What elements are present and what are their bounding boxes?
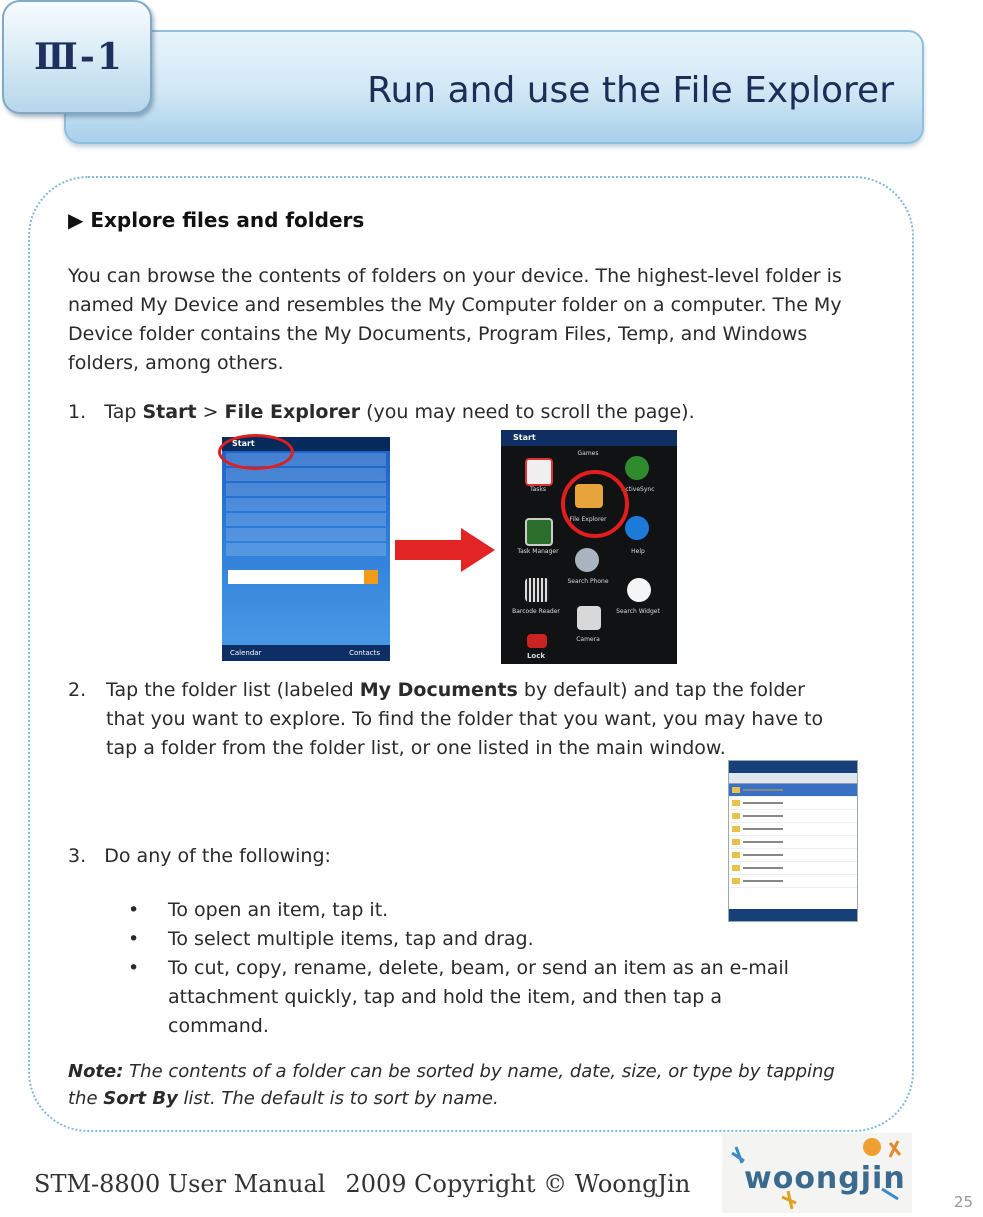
list-item xyxy=(729,849,857,862)
softkey-left: Calendar xyxy=(230,649,262,657)
step-text: > xyxy=(196,401,225,423)
list-item xyxy=(729,784,857,797)
list-item xyxy=(729,810,857,823)
file-explorer-label: File Explorer xyxy=(224,401,361,423)
app-label: Games xyxy=(577,450,599,457)
list-item xyxy=(729,823,857,836)
sort-by-label: Sort By xyxy=(103,1088,178,1109)
app-label: Task Manager xyxy=(517,548,559,555)
list-item xyxy=(226,543,386,556)
my-documents-label: My Documents xyxy=(359,679,518,701)
section-number: Ⅲ-1 xyxy=(34,36,124,78)
list-item xyxy=(729,875,857,888)
app-label: Barcode Reader xyxy=(512,608,560,615)
bullet-icon: • xyxy=(128,957,140,979)
step-text: Tap the folder list (labeled xyxy=(106,679,360,701)
app-label: Camera xyxy=(576,636,600,643)
home-screen-screenshot xyxy=(222,437,390,661)
bullet-icon: • xyxy=(128,928,140,950)
softkey-right: Contacts xyxy=(349,649,380,657)
step-2 xyxy=(68,676,828,763)
activesync-icon xyxy=(625,456,649,480)
woongjin-logo xyxy=(722,1133,912,1213)
step-text: Tap xyxy=(104,401,143,423)
start-label: Start xyxy=(142,401,197,423)
start-menu-title: Start xyxy=(501,430,677,446)
task-manager-icon xyxy=(525,518,553,546)
list-item xyxy=(729,797,857,810)
list-item xyxy=(226,513,386,526)
start-bar: Start xyxy=(222,437,390,451)
step-3 xyxy=(68,842,331,871)
manual-title: STM-8800 User Manual xyxy=(34,1170,326,1198)
note xyxy=(68,1058,868,1112)
section-number-tab xyxy=(2,0,152,114)
step-number: 2. xyxy=(68,679,87,701)
step-text: by default) and tap the folder that you want to explore. To find the folder that you want, you may have to tap a folder from the folder list, or one listed in the main window. xyxy=(106,679,824,759)
step-1 xyxy=(68,398,695,427)
search-phone-icon xyxy=(575,548,599,572)
page-number: 25 xyxy=(953,1193,973,1211)
step-number: 3. xyxy=(68,845,87,867)
right-arrow-icon xyxy=(395,528,497,572)
list-item xyxy=(729,836,857,849)
play-triangle-icon: ▶ xyxy=(68,208,84,232)
section-heading xyxy=(68,206,364,235)
app-label: Tasks xyxy=(529,486,547,493)
search-field xyxy=(228,570,378,584)
logo-wordmark: woongjin xyxy=(744,1161,906,1196)
bullet-text: To open an item, tap it. xyxy=(168,899,389,921)
app-label: Help xyxy=(631,548,645,555)
bullet-icon: • xyxy=(128,899,140,921)
bullet-text: To select multiple items, tap and drag. xyxy=(168,928,534,950)
section-heading-text: Explore files and folders xyxy=(90,208,365,232)
highlight-circle xyxy=(561,470,629,538)
list-item xyxy=(226,483,386,496)
folder-list-bar xyxy=(729,773,857,784)
list-item xyxy=(226,498,386,511)
header-banner xyxy=(64,30,924,144)
step-text: Do any of the following: xyxy=(104,845,331,867)
lock-icon xyxy=(527,634,547,648)
app-label: Search Widget xyxy=(616,608,660,615)
help-icon xyxy=(625,516,649,540)
intro-paragraph: You can browse the contents of folders on your device. The highest-level folder is named My Device and resembles the My Computer folder on a computer. The My Device folder contains the My Documents, Program Files, Temp, and Windows folders, among others. xyxy=(68,265,842,374)
app-label: Lock xyxy=(526,652,546,660)
note-text: list. The default is to sort by name. xyxy=(177,1088,499,1109)
camera-icon xyxy=(577,606,601,630)
copyright: 2009 Copyright © WoongJin xyxy=(345,1170,691,1198)
footer xyxy=(34,1170,690,1198)
app-label: Search Phone xyxy=(567,578,609,585)
list-item xyxy=(226,468,386,481)
step-number: 1. xyxy=(68,401,87,423)
list-item xyxy=(729,862,857,875)
barcode-icon xyxy=(525,578,549,602)
app-label: ActiveSync xyxy=(621,486,655,493)
step-body xyxy=(106,676,828,763)
title-bar xyxy=(729,761,857,773)
start-menu-screenshot xyxy=(501,430,677,664)
app-label: File Explorer xyxy=(569,516,607,523)
softkey-bar xyxy=(222,645,390,661)
search-widget-icon xyxy=(627,578,651,602)
bullet-text: To cut, copy, rename, delete, beam, or send an item as an e-mail attachment quickly, tap and hold the item, and then tap a command. xyxy=(168,957,789,1037)
note-text: The contents of a folder can be sorted by name, date, size, or type by tapping the xyxy=(68,1061,835,1109)
highlight-circle xyxy=(218,434,294,470)
list-item xyxy=(226,528,386,541)
note-label: Note: xyxy=(68,1061,124,1082)
page-title: Run and use the File Explorer xyxy=(367,70,894,111)
step-text: (you may need to scroll the page). xyxy=(360,401,695,423)
tasks-icon xyxy=(525,458,553,486)
